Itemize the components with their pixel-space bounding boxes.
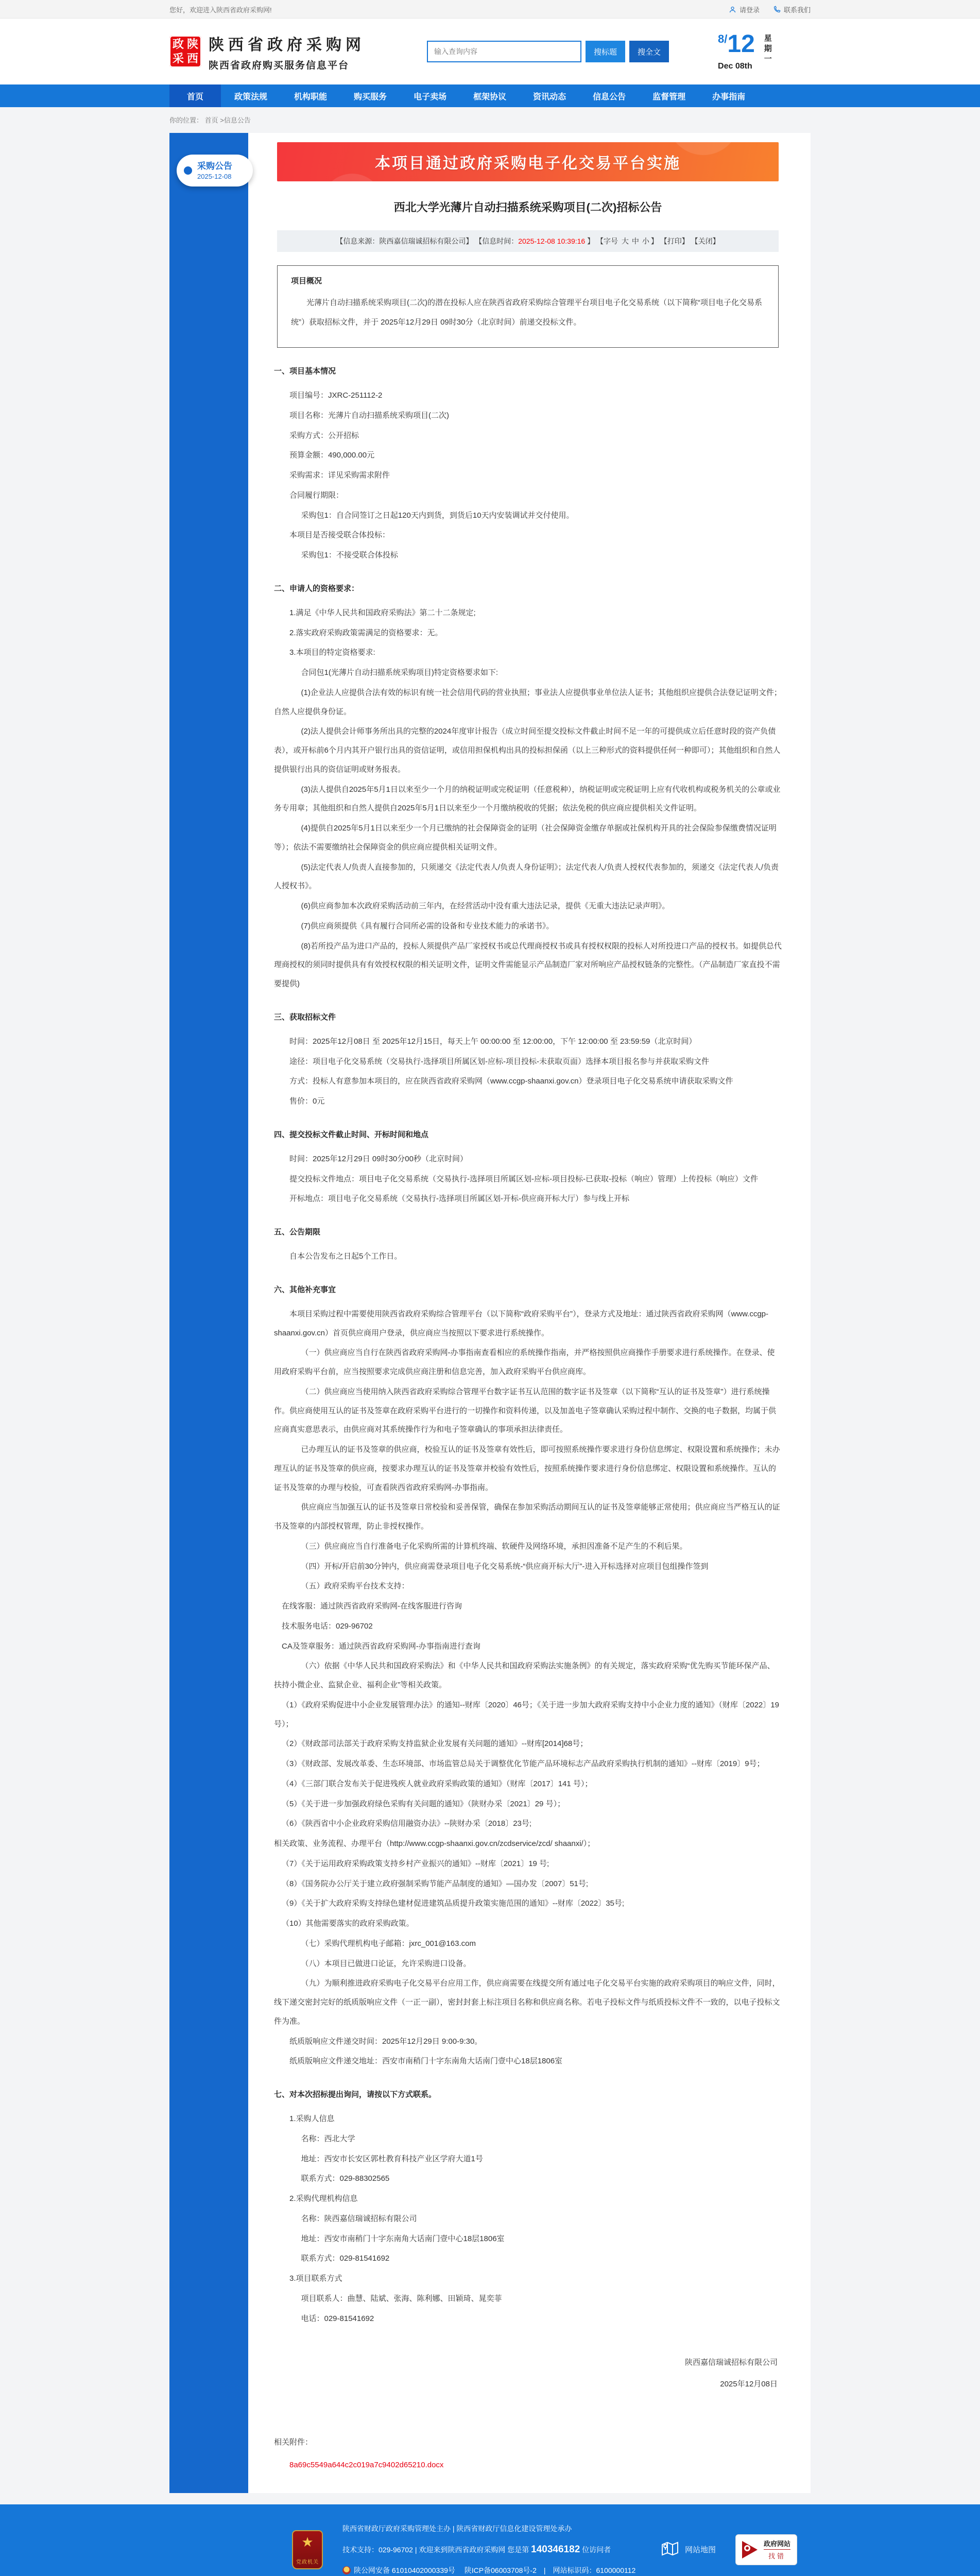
left-sidebar [169,133,248,2493]
announcement-sections [274,365,782,2328]
section-paragraph: 地址：西安市长安区郭杜教育科技产业区学府大道1号 [301,2154,483,2163]
font-size-option-1[interactable]: 中 [631,237,639,245]
date-month: 8/ [718,32,728,45]
section-paragraph: 供应商应当加强互认的证书及签章日常校验和妥善保管，确保在参加采购活动期间互认的证书及签章能够正常使用；供应商应当严格互认的证书及签章的内部授权管理，防止非授权操作。 [274,1503,780,1531]
section-heading-4: 五、公告期限 [274,1228,321,1236]
section-paragraph: (1)企业法人应提供合法有效的标识有统一社会信用代码的营业执照；事业法人应提供事业单位法人证书；其他组织应提供合法登记证明文件；自然人应提供身份证。 [274,688,782,716]
section-paragraph: 联系方式：029-81541692 [301,2254,390,2263]
map-icon [661,2541,679,2558]
section-paragraph: （八）本项目已做进口论证，允许采购进口设备。 [301,1959,471,1968]
visitor-count: 140346182 [531,2544,580,2555]
section-paragraph: （2）《财政部司法部关于政府采购支持监狱企业发展有关问题的通知》--财库[2014]68号； [282,1739,588,1749]
main-nav [0,84,980,107]
section-paragraph: 2.采购代理机构信息 [289,2194,358,2203]
section-paragraph: （4）《三部门联合发布关于促进残疾人就业政府采购政策的通知》（财库〔2017〕141 号）； [282,1779,593,1788]
section-paragraph: 1.采购人信息 [289,2114,335,2123]
nav-item-1[interactable]: 政策法规 [234,92,268,101]
font-size-option-0[interactable]: 大 [621,237,629,245]
section-paragraph: （8）《国务院办公厅关于建立政府强制采购节能产品制度的通知》—国办发〔2007〕51号; [282,1879,589,1888]
section-paragraph: 采购包1：不接受联合体投标 [301,551,398,560]
site-title: 陕西省政府采购网 [209,36,365,54]
section-paragraph: 技术服务电话：029-96702 [282,1621,373,1631]
section-paragraph: 采购包1：自合同签订之日起120天内到货，到货后10天内安装调试并交付使用。 [301,511,574,520]
section-paragraph: （四）开标/开启前30分钟内，供应商需登录项目电子化交易系统-“供应商开标大厅”-进入开标选择对应项目包组操作签到 [301,1562,709,1571]
signature-company: 陕西嘉信瑞诚招标有限公司 [684,2358,778,2367]
section-paragraph: 项目联系人：曲慧、陆斌、张海、陈利娜、田颖琦、晁奕菲 [301,2294,502,2303]
section-paragraph: 在线客服：通过陕西省政府采购网-在线客服进行咨询 [282,1602,462,1611]
section-heading-6: 七、对本次招标提出询问，请按以下方式联系。 [274,2090,437,2099]
search-fulltext-button[interactable]: 搜全文 [629,41,669,62]
nav-item-8[interactable]: 监督管理 [652,92,686,101]
attachments-label: 相关附件： [274,2438,313,2447]
article-meta-bar: 【信息来源：陕西嘉信瑞诚招标有限公司】 【信息时间：2025-12-08 10:39:16 】 【字号 大 中 小 】 【打印】 【关闭】 [277,230,779,252]
section-paragraph: （5）《关于进一步加强政府绿色采购有关问题的通知》（陕财办采〔2021〕29 号）； [282,1799,565,1808]
nav-item-4[interactable]: 电子卖场 [414,92,447,101]
site-footer [0,2504,980,2576]
section-paragraph: 联系方式：029-88302565 [301,2174,390,2183]
section-paragraph: (4)提供自2025年5月1日以来至少一个月已缴纳的社会保障资金的证明（社会保障资金缴存单据或社保机构开具的社会保险参保缴费情况证明等）；依法不需要缴纳社会保障资金的供应商应提供相关证明文件。 [274,824,777,852]
attachments-block [274,2436,782,2469]
breadcrumb: 你的位置： 首页 >信息公告 [169,116,251,124]
section-paragraph: 3.本项目的特定资格要求: [289,648,375,657]
nav-item-9[interactable]: 办事指南 [712,92,746,101]
platform-banner: 本项目通过政府采购电子化交易平台实施 [277,142,779,181]
section-paragraph: 合同履行期限： [289,490,344,500]
nav-item-2[interactable]: 机构职能 [294,92,328,101]
gov-site-error-report-badge[interactable]: 政府网站 找错 [735,2534,797,2565]
print-button[interactable]: 打印 [667,237,682,245]
section-heading-0: 一、项目基本情况 [274,367,336,376]
nav-item-0[interactable]: 首页 [169,84,221,107]
section-paragraph: （二）供应商应当使用纳入陕西省政府采购综合管理平台数字证书互认范围的数字证书及签章（以下简称“互认的证书及签章”）进行系统操作。供应商使用互认的证书及签章在政府采购平台进行的一切操作和资料传递，以及加盖电子签章确认采购过程中制作、交换的电子数据，均属于供应商真实意思表示，由供应商对其系统操作行为和电子签章确认的事项承担法律责任。 [274,1387,777,1434]
search-input[interactable] [427,41,581,62]
section-paragraph: 1.满足《中华人民共和国政府采购法》第二十二条规定; [289,608,476,617]
welcome-text: 您好，欢迎进入陕西省政府采购网! [169,6,272,14]
section-paragraph: （7）《关于运用政府采购政策支持乡村产业振兴的通知》--财库〔2021〕19 号; [282,1859,549,1868]
section-paragraph: （1）《政府采购促进中小企业发展管理办法》的通知--财库〔2020〕46号；《关于进一步加大政府采购支持中小企业力度的通知》（财库〔2022〕19 号）； [274,1700,779,1728]
section-heading-2: 三、获取招标文件 [274,1012,336,1022]
date-weekday: 星期一 [763,34,772,65]
section-paragraph: （10）其他需要落实的政府采购政策。 [282,1919,414,1928]
section-paragraph: 本项目采购过程中需要使用陕西省政府采购综合管理平台（以下简称“政府采购平台”），登录方式及地址：通过陕西省政府采购网（www.ccgp-shaanxi.gov.cn）首页供应商用户登录，供应商应当按照以下要求进行系统操作。 [274,1309,769,1337]
breadcrumb-home-link[interactable]: 首页 [204,116,218,124]
topbar [0,0,980,19]
section-paragraph: 自本公告发布之日起5个工作日。 [289,1252,402,1261]
section-paragraph: （三）供应商应当自行准备电子化采购所需的计算机终端、软硬件及网络环境，承担因准备不足产生的不利后果。 [301,1541,687,1551]
page-title: 西北大学光薄片自动扫描系统采购项目(二次)招标公告 [393,201,662,214]
section-paragraph: 采购需求：详见采购需求附件 [289,471,390,480]
footer-organizer-line: 陕西省财政厅政府采购管理处主办 | 陕西省财政厅信息化建设管理处承办 [342,2524,572,2533]
overview-title: 项目概况 [291,277,322,285]
date-day: 12 [727,30,755,58]
sidebar-tab-date: 2025-12-08 [197,172,232,180]
publish-time: 2025-12-08 10:39:16 [518,237,586,245]
phone-icon [773,6,781,13]
date-english: Dec 08th [718,62,752,71]
nav-item-6[interactable]: 资讯动态 [533,92,566,101]
section-paragraph: （五）政府采购平台技术支持： [301,1582,409,1591]
login-link[interactable]: 请登录 [729,5,760,14]
section-heading-3: 四、提交投标文件截止时间、开标时间和地点 [274,1130,429,1139]
section-paragraph: 途径：项目电子化交易系统（交易执行-选择项目所属区划-应标-项目投标-未获取页面）选择本项目报名参与并获取采购文件 [289,1057,709,1066]
contact-link[interactable]: 联系我们 [773,5,811,14]
section-paragraph: 名称：陕西嘉信瑞诚招标有限公司 [301,2214,417,2223]
section-paragraph: (5)法定代表人/负责人直接参加的，只须递交《法定代表人/负责人身份证明》；法定代表人/负责人授权代表参加的，须递交《法定代表人/负责人授权书》。 [274,862,779,891]
section-paragraph: （9）《关于扩大政府采购支持绿色建材促进建筑品质提升政策实施范围的通知》--财库〔2022〕35号; [282,1899,625,1908]
section-paragraph: 纸质版响应文件递交时间：2025年12月29日 9:00-9:30。 [289,2037,483,2046]
nav-item-5[interactable]: 框架协议 [473,92,507,101]
section-paragraph: （九）为顺利推进政府采购电子化交易平台应用工作，供应商需要在线提交所有通过电子化交易平台实施的政府采购项目的响应文件，同时，线下递交密封完好的纸质版响应文件（一正一副），密封封套上标注项目名称和供应商名称。若电子投标文件与纸质投标文件不一致的，以电子投标文件为准。 [274,1979,780,2026]
section-paragraph: CA及签章服务：通过陕西省政府采购网-办事指南进行查询 [282,1641,480,1651]
footer-support-line: 技术支持：029-96702 | 欢迎来到陕西省政府采购网 您是第 140346182 位访问者 [342,2544,611,2555]
sitemap-link[interactable]: 网站地图 [661,2541,716,2558]
section-paragraph: 时间：2025年12月08日 至 2025年12月15日，每天上午 00:00:00 至 12:00:00，下午 12:00:00 至 23:59:59（北京时间） [289,1037,697,1046]
section-paragraph: 时间：2025年12月29日 09时30分00秒（北京时间） [289,1154,468,1163]
party-gov-emblem-icon: ★ 党政机关 [292,2530,323,2569]
signature-block [274,2352,782,2395]
site-header [0,19,980,84]
section-paragraph: 电话：029-81541692 [301,2314,374,2323]
section-paragraph: (6)供应商参加本次政府采购活动前三年内，在经营活动中没有重大违法记录，提供《无重大违法记录声明》。 [301,902,670,910]
section-paragraph: （3）《财政部、发展改革委、生态环境部、市场监管总局关于调整优化节能产品环境标志产品政府采购执行机制的通知》--财库〔2019〕9号； [282,1759,765,1768]
font-size-option-2[interactable]: 小 [642,237,649,245]
section-paragraph: （六）依据《中华人民共和国政府采购法》和《中华人民共和国政府采购法实施条例》的有关规定，落实政府采购“优先购买节能环保产品、扶持小微企业、监狱企业、福利企业”等相关政策。 [274,1662,775,1689]
section-paragraph: 已办理互认的证书及签章的供应商，校验互认的证书及签章有效性后，即可按照系统操作要求进行身份信息绑定、权限设置和系统操作；未办理互认的证书及签章的供应商，按要求办理互认的证书及签章并校验有效性后，按照系统操作要求进行身份信息绑定、权限设置和系统操作。互认的证书及签章的办理与校验，可查看陕西省政府采购网-办事指南。 [274,1445,780,1492]
user-icon [729,6,736,13]
section-paragraph: 合同包1(光薄片自动扫描系统采购项目)特定资格要求如下: [301,668,498,677]
section-paragraph: 项目编号：JXRC-251112-2 [289,391,383,400]
nav-item-7[interactable]: 信息公告 [593,92,626,101]
public-security-badge-icon [342,2566,351,2574]
section-paragraph: （一）供应商应当自行在陕西省政府采购网-办事指南查看相应的系统操作指南，并严格按照供应商操作手册要求进行系统操作。在登录、使用政府采购平台前，应当按照要求完成供应商注册和信息完善，加入政府采购平台供应商库。 [274,1348,775,1376]
section-paragraph: (2)法人提供会计师事务所出具的完整的2024年度审计报告（成立时间至提交投标文件截止时间不足一年的可提供成立后任意时段的资产负债表），或开标前6个月内其开户银行出具的资信证明，或信用担保机构出具的投标担保函（以上三种形式的资料提供任何一种即可）；其他组织和自然人提供银行出具的资信证明或财务报表。 [274,727,781,774]
section-paragraph: 名称：西北大学 [301,2134,355,2143]
section-paragraph: 提交投标文件地点：项目电子化交易系统（交易执行-选择项目所属区划-应标-项目投标-已获取-投标（响应）管理）上传投标（响应）文件 [289,1174,758,1183]
attachment-file-link[interactable]: 8a69c5549a644c2c019a7c9402d65210.docx [289,2461,444,2470]
sidebar-tab-procurement-notice[interactable]: 采购公告 2025-12-08 [177,155,253,187]
site-logo[interactable] [169,32,365,72]
overview-text: 光薄片自动扫描系统采购项目(二次)的潜在投标人应在陕西省政府采购综合管理平台项目电子化交易系统（以下简称“项目电子化交易系统”）获取招标文件，并于 2025年12月29日 09时30分（北京时间）前递交投标文件。 [291,298,762,327]
date-widget [718,32,795,71]
section-paragraph: 项目名称：光薄片自动扫描系统采购项目(二次) [289,411,449,420]
nav-item-3[interactable]: 购买服务 [354,92,387,101]
section-paragraph: (7)供应商须提供《具有履行合同所必需的设备和专业技术能力的承诺书》。 [301,921,554,930]
section-paragraph: （七）采购代理机构电子邮箱：jxrc_001@163.com [301,1939,476,1948]
search-title-button[interactable]: 搜标题 [586,41,625,62]
section-paragraph: (8)若所投产品为进口产品的，投标人须提供产品厂家授权书或总代理商授权书或具有授权权限的投标人对所投进口产品的授权书。如提供总代理商授权的须同时提供具有有效授权权限的相关证明文件，证明文件需能显示产品制造厂家对所响应产品授权链条的完整性。（产品制造厂家直投不需要提供) [274,941,782,988]
section-paragraph: 采购方式：公开招标 [289,431,359,440]
section-paragraph: （6）《陕西省中小企业政府采购信用融资办法》--陕财办采〔2018〕23号; [282,1819,532,1828]
breadcrumb-current-link[interactable]: 信息公告 [223,116,251,124]
signature-date: 2025年12月08日 [720,2380,778,2389]
section-paragraph: 开标地点：项目电子化交易系统（交易执行-选择项目所属区划-开标-供应商开标大厅）参与线上开标 [289,1194,629,1204]
section-paragraph: 本项目是否接受联合体投标： [289,531,390,540]
bullet-dot-icon [184,166,192,175]
project-overview-box [277,265,779,348]
site-subtitle: 陕西省政府购买服务信息平台 [209,60,350,71]
close-button[interactable]: 关闭 [698,237,713,245]
section-paragraph: 地址：西安市南稍门十字东南角大话南门壹中心18层1806室 [301,2234,505,2243]
section-paragraph: 相关政策、业务流程、办理平台（http://www.ccgp-shaanxi.gov.cn/zcdservice/zcd/ shaanxi/）； [274,1839,595,1848]
section-paragraph: 售价：0元 [289,1097,325,1106]
error-finder-icon [742,2541,760,2558]
section-paragraph: 方式：投标人有意参加本项目的，应在陕西省政府采购网（www.ccgp-shaanxi.gov.cn）登录项目电子化交易系统申请获取采购文件 [289,1077,733,1086]
section-heading-5: 六、其他补充事宜 [274,1285,336,1294]
section-paragraph: (3)法人提供自2025年5月1日以来至少一个月的纳税证明或完税证明（任意税种），纳税证明或完税证明上应有代收机构或税务机关的公章或业务专用章；其他组织和自然人提供自2025年5月1日以来至少一个月缴纳税收的凭据；依法免税的供应商应提供相关文件证明。 [274,785,781,813]
section-paragraph: 3.项目联系方式 [289,2274,342,2283]
section-paragraph: 纸质版响应文件递交地址：西安市南稍门十字东南角大话南门壹中心18层1806室 [289,2057,563,2066]
announcement-article [248,133,811,2493]
section-paragraph: 预算金额：490,000.00元 [289,451,375,460]
section-paragraph: 2.落实政府采购政策需满足的资格要求：无。 [289,628,443,637]
footer-icp-line: 陕公网安备 61010402000339号 陕ICP备06003708号-2 | 网站标识码：6100000112 [342,2562,635,2576]
logo-seal-icon: 政 陕 采 西 [169,36,201,67]
section-heading-1: 二、申请人的资格要求： [274,584,359,593]
